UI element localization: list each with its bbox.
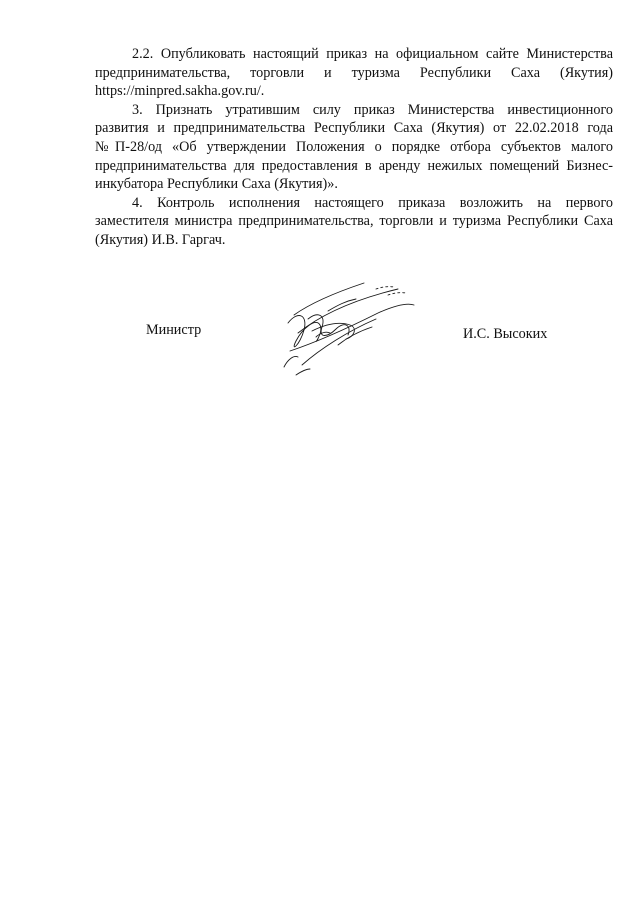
signature-block — [0, 275, 640, 385]
document-body — [95, 45, 613, 250]
paragraph-3: 3. Признать утратившим силу приказ Министерства инвестиционного развития и предпринимательства Республики Саха (Якутия) от 22.02.2018 года №П-28/од «Об утверждении Положения о порядке отбора субъектов малого предпринимательства для предоставления в аренду нежилых помещений Бизнес-инкубатора Республики Саха (Якутия)». — [95, 101, 613, 193]
signatory-name: И.С. Высоких — [463, 326, 548, 342]
handwritten-signature — [268, 275, 428, 385]
paragraph-2-2: 2.2. Опубликовать настоящий приказ на официальном сайте Министерства предпринимательства, торговли и туризма Республики Саха (Якутия) https://minpred.sakha.gov.ru/. — [95, 46, 613, 100]
signatory-title: Министр — [146, 322, 202, 338]
paragraph-4: 4. Контроль исполнения настоящего приказа возложить на первого заместителя министра предпринимательства, торговли и туризма Республики Саха (Якутия) И.В. Гаргач. — [95, 194, 613, 248]
